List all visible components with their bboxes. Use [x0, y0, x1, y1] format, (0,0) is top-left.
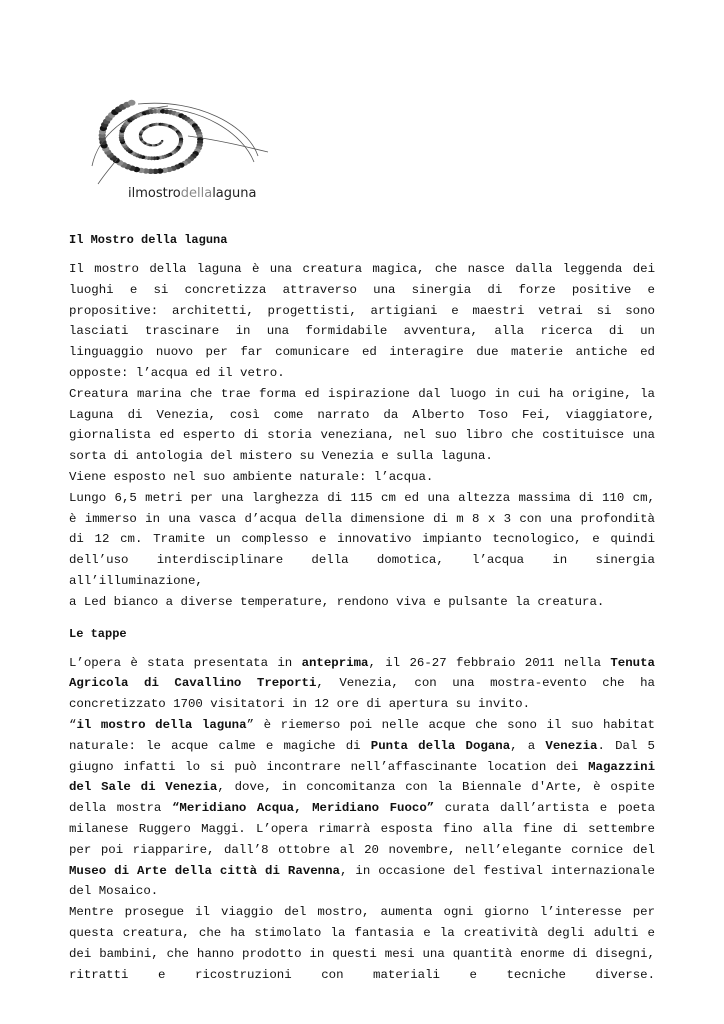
logo-dot — [128, 100, 136, 106]
paragraph: Mentre prosegue il viaggio del mostro, aumenta ogni giorno l’interesse per questa creatura, che ha stimolato la fantasia e la creatività degli adulti e dei bambini, che hanno prodotto in questi mesi una quantità enorme di disegni, ritratti e ricostruzioni con materiali e tecniche diverse. — [69, 905, 655, 982]
bold-run: “Meridiano Acqua, Meridiano Fuoco” — [171, 801, 435, 816]
text-run: , Venezia, con una mostra-evento che ha concretizzato 1700 visitatori in 12 ore di apertura su invito. — [69, 676, 655, 712]
spiral-creature-icon — [78, 96, 278, 196]
text-run: ” è riemerso poi nelle acque che sono il suo habitat naturale: le acque calme e magiche di — [69, 717, 655, 753]
bold-run: Magazzini del Sale di Venezia — [69, 759, 655, 795]
logo-text-light: della — [180, 186, 213, 201]
logo-wordmark — [128, 186, 256, 201]
spacer — [69, 613, 655, 624]
text-run: curata dall’artista e poeta milanese Ruggero Maggi. L’opera rimarrà esposta fino alla fine di settembre per poi riapparire, dall’8 ottobre al 20 novembre, nell’elegante cornice del — [69, 801, 655, 857]
paragraph: Lungo 6,5 metri per una larghezza di 115 cm ed una altezza massima di 110 cm, è immerso in una vasca d’acqua della dimensione di m 8 x 3 con una profondità di 12 cm. Tramite un complesso e innovativo impianto tecnologico, e quindi dell’uso interdisciplinare della domotica, l’acqua in sinergia all’illuminazione, — [69, 490, 655, 588]
bold-run: Punta della Dogana — [370, 738, 511, 753]
logo-text-prefix: il — [128, 186, 136, 201]
logo-text-suffix: laguna — [212, 186, 257, 201]
text-run: L’opera è stata presentata in — [69, 655, 302, 670]
paragraph: Viene esposto nel suo ambiente naturale: l’acqua. — [69, 469, 434, 484]
paragraph: Il mostro della laguna è una creatura magica, che nasce dalla leggenda dei luoghi e si concretizza attraverso una sinergia di forze positive e propositive: architetti, progettisti, artigiani e maestri vetrai si sono lasciati trascinare in una formidabile avventura, alla ricerca di un linguaggio nuovo per far comunicare ed interagire due materie antiche ed opposte: l’acqua ed il vetro. — [69, 262, 655, 380]
text-run: , in occasione del festival internazionale del Mosaico. — [69, 863, 655, 899]
paragraph: a Led bianco a diverse temperature, rendono viva e pulsante la creatura. — [69, 594, 605, 609]
text-run: , il 26-27 febbraio 2011 nella — [368, 655, 611, 670]
bold-run: Museo di Arte della città di Ravenna — [69, 863, 340, 878]
section-title: Il Mostro della laguna — [69, 233, 228, 247]
bold-run: Tenuta Agricola di Cavallino Treporti — [69, 655, 655, 691]
text-run: . Dal 5 giugno infatti lo si può incontrare nell’affascinante location dei — [69, 738, 655, 774]
text-run: “ — [69, 717, 77, 732]
bold-run: il mostro della laguna — [76, 717, 247, 732]
logo — [78, 96, 278, 212]
logo-text-main: mostro — [135, 186, 181, 201]
logo-curve — [98, 158, 118, 184]
text-run: , dove, in concomitanza con la Biennale d'Arte, è ospite della mostra — [69, 780, 655, 816]
bold-run: anteprima — [301, 655, 369, 670]
paragraph: Creatura marina che trae forma ed ispirazione dal luogo in cui ha origine, la Laguna di Venezia, così come narrato da Alberto Toso Fei, viaggiatore, giornalista ed esperto di storia veneziana, nel suo libro che costituisce una sorta di antologia del mistero su Venezia e sulla laguna. — [69, 386, 655, 464]
text-run: , a — [510, 738, 546, 753]
section-title: Le tappe — [69, 626, 127, 641]
bold-run: Venezia — [545, 738, 598, 753]
paragraph — [69, 715, 655, 902]
paragraph — [69, 653, 655, 715]
document-body — [69, 230, 655, 985]
